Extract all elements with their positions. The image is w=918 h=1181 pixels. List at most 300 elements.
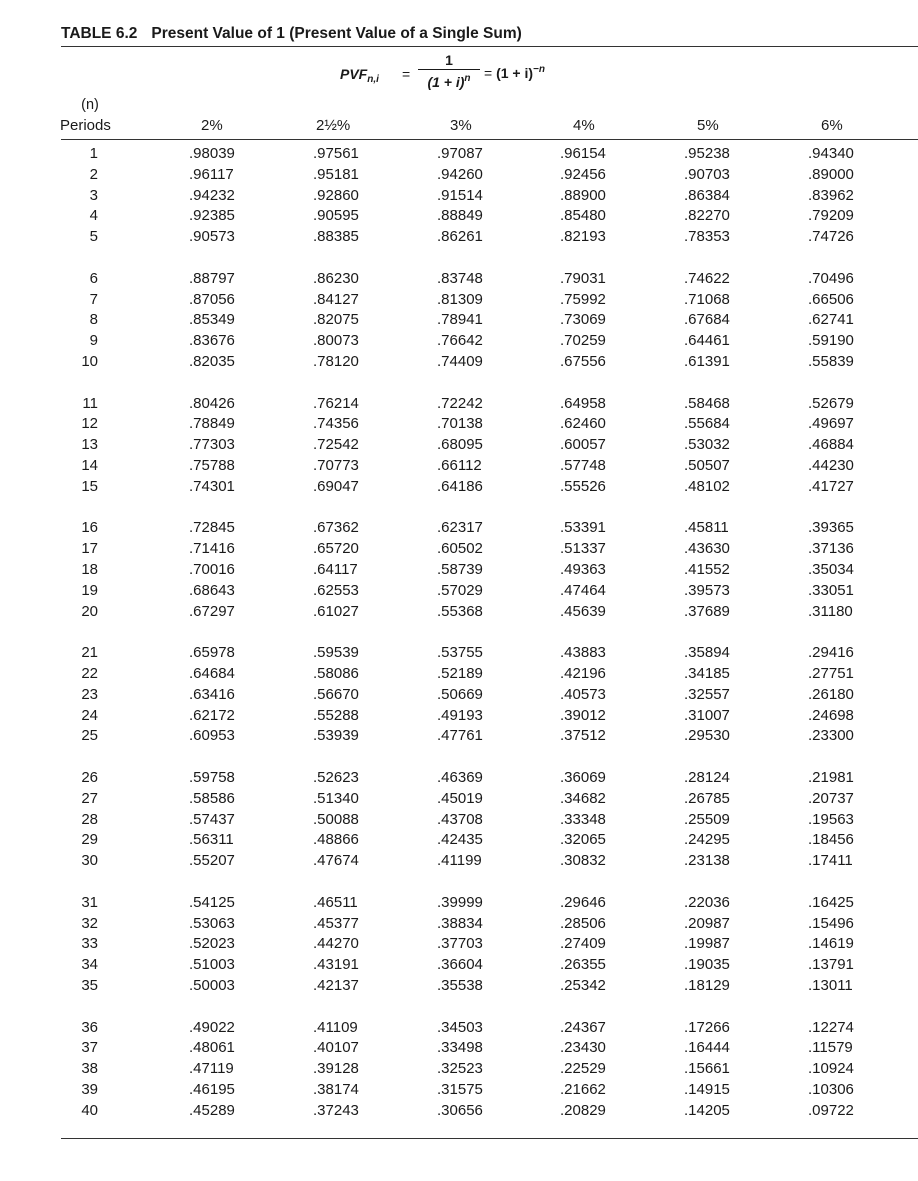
value-cell: .13011: [808, 977, 853, 994]
value-cell: .53755: [437, 644, 483, 662]
value-cell: .53063: [189, 914, 235, 932]
value-cell: .86261: [437, 228, 483, 246]
bottom-rule: [61, 1138, 918, 1139]
value-cell: .55684: [684, 415, 730, 433]
value-cell: .85349: [189, 311, 235, 329]
value-cell: .62172: [189, 706, 235, 724]
value-cell: .74301: [189, 477, 235, 495]
period-cell: 8: [89, 311, 98, 329]
period-cell: 6: [89, 269, 98, 287]
period-cell: 40: [81, 1101, 98, 1119]
value-cell: .49022: [189, 1018, 235, 1036]
period-cell: 1: [89, 145, 98, 162]
value-cell: .67556: [560, 353, 606, 370]
formula-numerator: 1: [445, 52, 453, 68]
value-cell: .49193: [437, 706, 483, 724]
value-cell: .86230: [313, 269, 359, 287]
value-cell: .95181: [313, 165, 359, 183]
value-cell: .30656: [437, 1101, 483, 1119]
value-cell: .52189: [437, 665, 483, 682]
value-cell: .58086: [313, 665, 359, 682]
value-cell: .82075: [313, 311, 359, 329]
value-cell: .17266: [684, 1018, 730, 1036]
value-cell: .58468: [684, 394, 730, 412]
period-cell: 3: [89, 186, 98, 204]
value-cell: .37243: [313, 1101, 359, 1119]
value-cell: .70773: [313, 457, 359, 474]
value-cell: .74409: [437, 353, 483, 370]
value-cell: .64958: [560, 394, 606, 412]
value-cell: .48061: [189, 1039, 235, 1057]
value-cell: .33498: [437, 1039, 483, 1057]
value-cell: .76214: [313, 394, 359, 412]
value-cell: .26355: [560, 956, 606, 974]
period-cell: 33: [81, 935, 98, 953]
value-cell: .27409: [560, 935, 606, 953]
value-cell: .20987: [684, 914, 730, 932]
period-cell: 2: [89, 165, 98, 183]
value-cell: .60502: [437, 540, 483, 558]
value-cell: .58586: [189, 789, 235, 807]
value-cell: .60057: [560, 436, 606, 454]
value-cell: .22036: [684, 893, 730, 911]
value-cell: .94232: [189, 186, 235, 204]
periods-header: Periods: [60, 117, 111, 134]
value-cell: .33051: [808, 581, 854, 599]
value-cell: .14205: [684, 1101, 730, 1119]
value-cell: .51003: [189, 956, 235, 974]
period-cell: 30: [81, 852, 98, 870]
value-cell: .49363: [560, 561, 606, 578]
period-cell: 19: [81, 581, 98, 599]
value-cell: .98039: [189, 145, 235, 162]
value-cell: .55526: [560, 477, 606, 495]
period-cell: 17: [81, 540, 98, 558]
value-cell: .78120: [313, 353, 359, 370]
value-cell: .34185: [684, 665, 730, 682]
value-cell: .18456: [808, 831, 854, 849]
value-cell: .31007: [684, 706, 730, 724]
period-cell: 24: [81, 706, 98, 724]
value-cell: .70016: [189, 561, 235, 578]
period-cell: 5: [89, 228, 98, 246]
top-rule: [61, 46, 918, 47]
value-cell: .66506: [808, 290, 854, 308]
value-cell: .50507: [684, 457, 730, 474]
value-cell: .78941: [437, 311, 483, 329]
value-cell: .64461: [684, 332, 730, 350]
value-cell: .37512: [560, 727, 606, 745]
value-cell: .39999: [437, 893, 483, 911]
value-cell: .64186: [437, 477, 483, 495]
value-cell: .73069: [560, 311, 606, 329]
value-cell: .59539: [313, 644, 359, 662]
value-cell: .80073: [313, 332, 359, 350]
value-cell: .35894: [684, 644, 730, 662]
period-cell: 25: [81, 727, 98, 745]
value-cell: .79031: [560, 269, 606, 287]
value-cell: .46369: [437, 769, 483, 786]
value-cell: .68095: [437, 436, 483, 454]
value-cell: .55207: [189, 852, 235, 870]
value-cell: .32557: [684, 685, 730, 703]
value-cell: .65978: [189, 644, 235, 662]
period-cell: 20: [81, 602, 98, 620]
value-cell: .25342: [560, 977, 606, 994]
value-cell: .64117: [313, 561, 358, 578]
value-cell: .67362: [313, 519, 359, 537]
value-cell: .95238: [684, 145, 730, 162]
value-cell: .61027: [313, 602, 359, 620]
value-cell: .62553: [313, 581, 359, 599]
value-cell: .29646: [560, 893, 606, 911]
value-cell: .46884: [808, 436, 854, 454]
period-cell: 15: [81, 477, 98, 495]
value-cell: .96117: [189, 165, 234, 183]
value-cell: .90703: [684, 165, 730, 183]
value-cell: .28124: [684, 769, 730, 786]
value-cell: .89000: [808, 165, 854, 183]
value-cell: .09722: [808, 1101, 854, 1119]
value-cell: .57748: [560, 457, 606, 474]
value-cell: .81309: [437, 290, 483, 308]
formula-equals-1: =: [402, 66, 411, 82]
value-cell: .30832: [560, 852, 606, 870]
value-cell: .56311: [189, 831, 234, 849]
value-cell: .76642: [437, 332, 483, 350]
period-cell: 27: [81, 789, 98, 807]
value-cell: .53032: [684, 436, 730, 454]
value-cell: .62460: [560, 415, 606, 433]
value-cell: .37689: [684, 602, 730, 620]
value-cell: .84127: [313, 290, 359, 308]
period-cell: 13: [81, 436, 98, 454]
value-cell: .46511: [313, 893, 358, 911]
period-cell: 11: [82, 394, 98, 412]
value-cell: .85480: [560, 207, 606, 225]
value-cell: .70138: [437, 415, 483, 433]
value-cell: .67297: [189, 602, 235, 620]
value-cell: .48866: [313, 831, 359, 849]
value-cell: .90595: [313, 207, 359, 225]
value-cell: .83748: [437, 269, 483, 287]
value-cell: .24698: [808, 706, 854, 724]
value-cell: .82270: [684, 207, 730, 225]
header-rule: [61, 139, 918, 140]
value-cell: .71068: [684, 290, 730, 308]
column-header: 4%: [573, 117, 595, 134]
value-cell: .69047: [313, 477, 359, 495]
value-cell: .35034: [808, 561, 854, 578]
value-cell: .45019: [437, 789, 483, 807]
value-cell: .41109: [313, 1018, 358, 1036]
value-cell: .88797: [189, 269, 235, 287]
value-cell: .56670: [313, 685, 359, 703]
value-cell: .24367: [560, 1018, 606, 1036]
period-cell: 38: [81, 1060, 98, 1078]
value-cell: .14915: [684, 1081, 730, 1098]
value-cell: .18129: [684, 977, 730, 994]
value-cell: .41727: [808, 477, 854, 495]
value-cell: .65720: [313, 540, 359, 558]
value-cell: .50088: [313, 810, 359, 828]
value-cell: .78353: [684, 228, 730, 246]
value-cell: .70496: [808, 269, 854, 287]
value-cell: .34503: [437, 1018, 483, 1036]
table-title: [61, 25, 522, 43]
value-cell: .20829: [560, 1101, 606, 1119]
period-cell: 39: [81, 1081, 98, 1098]
value-cell: .78849: [189, 415, 235, 433]
value-cell: .70259: [560, 332, 606, 350]
value-cell: .34682: [560, 789, 606, 807]
value-cell: .23138: [684, 852, 730, 870]
value-cell: .92456: [560, 165, 606, 183]
value-cell: .74622: [684, 269, 730, 287]
value-cell: .92860: [313, 186, 359, 204]
value-cell: .79209: [808, 207, 854, 225]
formula-fraction: [418, 52, 480, 91]
value-cell: .20737: [808, 789, 854, 807]
value-cell: .60953: [189, 727, 235, 745]
value-cell: .50003: [189, 977, 235, 994]
value-cell: .32065: [560, 831, 606, 849]
periods-n-label: (n): [81, 97, 99, 113]
value-cell: .37703: [437, 935, 483, 953]
value-cell: .43708: [437, 810, 483, 828]
value-cell: .15496: [808, 914, 854, 932]
value-cell: .92385: [189, 207, 235, 225]
value-cell: .40573: [560, 685, 606, 703]
value-cell: .87056: [189, 290, 235, 308]
value-cell: .97561: [313, 145, 359, 162]
formula-rhs: = $(1 + i)^{-n}$: [484, 64, 545, 81]
value-cell: .12274: [808, 1018, 854, 1036]
value-cell: .94260: [437, 165, 483, 183]
period-cell: 34: [81, 956, 98, 974]
value-cell: .55368: [437, 602, 483, 620]
value-cell: .42435: [437, 831, 483, 849]
value-cell: .35538: [437, 977, 483, 994]
period-cell: 37: [81, 1039, 98, 1057]
value-cell: .88849: [437, 207, 483, 225]
value-cell: .62741: [808, 311, 854, 329]
value-cell: .26180: [808, 685, 854, 703]
value-cell: .91514: [437, 186, 483, 204]
value-cell: .88385: [313, 228, 359, 246]
value-cell: .96154: [560, 145, 606, 162]
period-cell: 12: [81, 415, 98, 433]
value-cell: .80426: [189, 394, 235, 412]
period-cell: 4: [89, 207, 98, 225]
value-cell: .61391: [684, 353, 730, 370]
table-number: TABLE 6.2: [61, 25, 138, 42]
value-cell: .31575: [437, 1081, 483, 1098]
value-cell: .67684: [684, 311, 730, 329]
period-cell: 36: [81, 1018, 98, 1036]
value-cell: .55288: [313, 706, 359, 724]
value-cell: .45811: [684, 519, 729, 537]
value-cell: .45639: [560, 602, 606, 620]
value-cell: .47464: [560, 581, 606, 599]
value-cell: .74356: [313, 415, 359, 433]
value-cell: .82035: [189, 353, 235, 370]
value-cell: .26785: [684, 789, 730, 807]
value-cell: .33348: [560, 810, 606, 828]
value-cell: .19035: [684, 956, 730, 974]
value-cell: .52679: [808, 394, 854, 412]
value-cell: .23300: [808, 727, 854, 745]
value-cell: .94340: [808, 145, 854, 162]
value-cell: .21981: [808, 769, 854, 786]
value-cell: .50669: [437, 685, 483, 703]
value-cell: .43883: [560, 644, 606, 662]
value-cell: .77303: [189, 436, 235, 454]
value-cell: .40107: [313, 1039, 359, 1057]
value-cell: .36604: [437, 956, 483, 974]
column-header: 2½%: [316, 117, 351, 134]
value-cell: .10306: [808, 1081, 854, 1098]
value-cell: .82193: [560, 228, 606, 246]
value-cell: .51337: [560, 540, 606, 558]
period-cell: 14: [81, 457, 98, 474]
value-cell: .19987: [684, 935, 730, 953]
value-cell: .47674: [313, 852, 359, 870]
value-cell: .10924: [808, 1060, 854, 1078]
period-cell: 10: [81, 353, 98, 370]
table-title-text: Present Value of 1 (Present Value of a Single Sum): [151, 25, 522, 42]
column-header: 3%: [450, 117, 472, 134]
period-cell: 16: [81, 519, 98, 537]
value-cell: .41552: [684, 561, 730, 578]
value-cell: .11579: [808, 1039, 853, 1057]
value-cell: .68643: [189, 581, 235, 599]
value-cell: .51340: [313, 789, 359, 807]
value-cell: .53391: [560, 519, 606, 537]
value-cell: .24295: [684, 831, 730, 849]
value-cell: .83676: [189, 332, 235, 350]
value-cell: .41199: [437, 852, 482, 870]
column-header: 5%: [697, 117, 719, 134]
period-cell: 18: [81, 561, 98, 578]
value-cell: .27751: [808, 665, 854, 682]
value-cell: .45377: [313, 914, 359, 932]
value-cell: .75992: [560, 290, 606, 308]
value-cell: .15661: [684, 1060, 730, 1078]
period-cell: 22: [81, 665, 98, 682]
value-cell: .59758: [189, 769, 235, 786]
value-cell: .97087: [437, 145, 483, 162]
value-cell: .42137: [313, 977, 359, 994]
value-cell: .72845: [189, 519, 235, 537]
value-cell: .14619: [808, 935, 854, 953]
value-cell: .44230: [808, 457, 854, 474]
value-cell: .22529: [560, 1060, 606, 1078]
column-header: 6%: [821, 117, 843, 134]
value-cell: .49697: [808, 415, 854, 433]
value-cell: .74726: [808, 228, 854, 246]
value-cell: .28506: [560, 914, 606, 932]
value-cell: .19563: [808, 810, 854, 828]
column-header: 2%: [201, 117, 223, 134]
value-cell: .29530: [684, 727, 730, 745]
value-cell: .23430: [560, 1039, 606, 1057]
value-cell: .39012: [560, 706, 606, 724]
value-cell: .64684: [189, 665, 235, 682]
value-cell: .39365: [808, 519, 854, 537]
period-cell: 28: [81, 810, 98, 828]
value-cell: .72542: [313, 436, 359, 454]
period-cell: 29: [81, 831, 98, 849]
value-cell: .25509: [684, 810, 730, 828]
period-cell: 35: [81, 977, 98, 994]
value-cell: .38834: [437, 914, 483, 932]
value-cell: .21662: [560, 1081, 606, 1098]
value-cell: .31180: [808, 602, 853, 620]
value-cell: .53939: [313, 727, 359, 745]
value-cell: .52623: [313, 769, 359, 786]
period-cell: 7: [89, 290, 98, 308]
value-cell: .72242: [437, 394, 483, 412]
value-cell: .55839: [808, 353, 854, 370]
value-cell: .62317: [437, 519, 483, 537]
formula-lhs: $PVF_{n,i}$: [340, 66, 379, 85]
value-cell: .58739: [437, 561, 483, 578]
value-cell: .43630: [684, 540, 730, 558]
value-cell: .42196: [560, 665, 606, 682]
value-cell: .45289: [189, 1101, 235, 1119]
period-cell: 26: [81, 769, 98, 786]
formula-denominator: $(1 + i)^n$: [427, 73, 471, 90]
value-cell: .90573: [189, 228, 235, 246]
value-cell: .32523: [437, 1060, 483, 1078]
value-cell: .36069: [560, 769, 606, 786]
value-cell: .29416: [808, 644, 854, 662]
value-cell: .16425: [808, 893, 854, 911]
value-cell: .63416: [189, 685, 235, 703]
value-cell: .46195: [189, 1081, 235, 1098]
value-cell: .57029: [437, 581, 483, 599]
value-cell: .57437: [189, 810, 235, 828]
value-cell: .83962: [808, 186, 854, 204]
value-cell: .75788: [189, 457, 235, 474]
value-cell: .39128: [313, 1060, 359, 1078]
value-cell: .48102: [684, 477, 730, 495]
period-cell: 21: [81, 644, 98, 662]
value-cell: .47761: [437, 727, 483, 745]
value-cell: .13791: [808, 956, 854, 974]
value-cell: .44270: [313, 935, 359, 953]
value-cell: .43191: [313, 956, 359, 974]
value-cell: .88900: [560, 186, 606, 204]
period-cell: 31: [81, 893, 98, 911]
value-cell: .52023: [189, 935, 235, 953]
value-cell: .17411: [808, 852, 853, 870]
value-cell: .54125: [189, 893, 235, 911]
period-cell: 32: [81, 914, 98, 932]
value-cell: .47119: [189, 1060, 234, 1078]
value-cell: .66112: [437, 457, 482, 474]
value-cell: .71416: [189, 540, 235, 558]
value-cell: .86384: [684, 186, 730, 204]
value-cell: .39573: [684, 581, 730, 599]
value-cell: .59190: [808, 332, 854, 350]
value-cell: .37136: [808, 540, 854, 558]
period-cell: 9: [89, 332, 98, 350]
period-cell: 23: [81, 685, 98, 703]
value-cell: .38174: [313, 1081, 359, 1098]
value-cell: .16444: [684, 1039, 730, 1057]
